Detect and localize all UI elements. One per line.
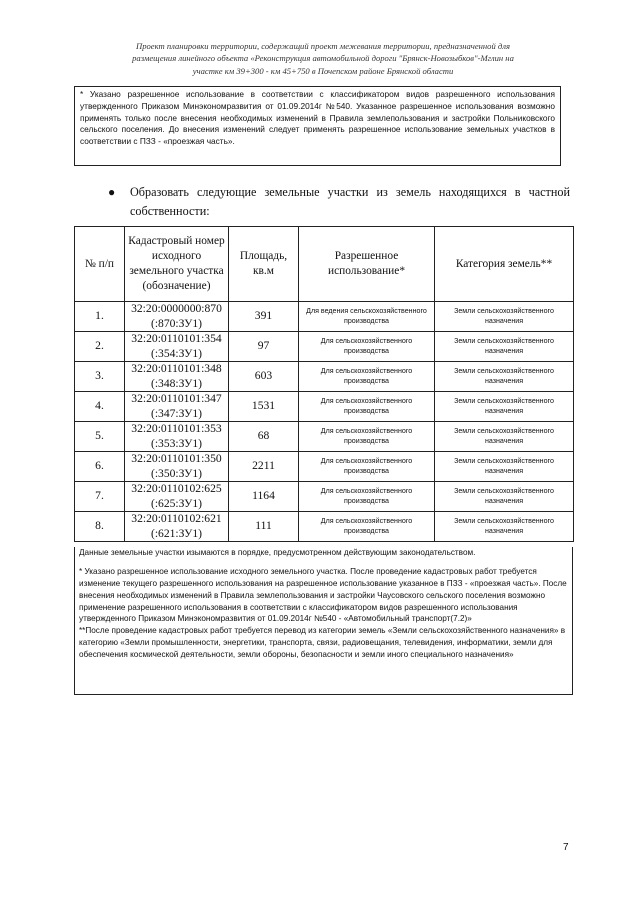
area-value: 97: [229, 332, 299, 362]
header-land-category: Категория земель**: [435, 227, 574, 302]
cadastral-id: 32:20:0110102:625: [131, 482, 222, 496]
cadastral-number: [125, 392, 229, 422]
cadastral-number: [125, 512, 229, 542]
row-number: 2.: [75, 332, 125, 362]
footnotes-box: [74, 547, 573, 695]
row-number: 5.: [75, 422, 125, 452]
area-value: 603: [229, 362, 299, 392]
header-number: № п/п: [75, 227, 125, 302]
cadastral-designation: (:625:ЗУ1): [150, 496, 203, 510]
cadastral-id: 32:20:0110101:347: [131, 392, 222, 406]
cadastral-number: [125, 452, 229, 482]
footnote-star-2: **После проведение кадастровых работ требуется перевод из категории земель «Земли сельскохозяйственного назначения» в категорию «Земли промышленности, энергетики, транспорта, связи, радиовещания, телевидения, информатики, земли для обеспечения космической деятельности, земли обороны, безопасности и земли иного специального назначения»: [79, 626, 566, 660]
table-row: [75, 482, 574, 512]
area-value: 2211: [229, 452, 299, 482]
cadastral-id: 32:20:0110102:621: [131, 512, 222, 526]
footnote-star-1: * Указано разрешенное использование исходного земельного участка. После проведение кадастровых работ требуется изменение текущего разрешенного использования на разрешенное использование указанное в ПЗЗ - «проезжая часть». После внесения необходимых изменений в Правила землепользования и застройки Чаусовского сельского поселения возможно применение разрешенного использования в соответствии с классификатором видов разрешенного использования утвержденного Приказом Минэкономразвития от 01.09.2014г №540 - «Автомобильный транспорт(7.2)»: [79, 566, 567, 624]
table-row: [75, 392, 574, 422]
bullet-dot-icon: ●: [108, 185, 116, 199]
header-permitted-use: Разрешенное использование*: [299, 227, 435, 302]
header-line-3: участке км 39+300 - км 45+750 в Почепском районе Брянской области: [192, 65, 454, 76]
cadastral-designation: (:354:ЗУ1): [150, 346, 203, 360]
land-category: Земли сельскохозяйственного назначения: [435, 362, 574, 392]
table-row: [75, 512, 574, 542]
table-row: [75, 452, 574, 482]
cadastral-id: 32:20:0000000:870: [131, 302, 222, 316]
cadastral-designation: (:348:ЗУ1): [150, 376, 203, 390]
row-number: 3.: [75, 362, 125, 392]
area-value: 1531: [229, 392, 299, 422]
area-value: 111: [229, 512, 299, 542]
cadastral-number: [125, 422, 229, 452]
permitted-use: Для сельскохозяйственного производства: [299, 362, 435, 392]
land-category: Земли сельскохозяйственного назначения: [435, 452, 574, 482]
distribution-note: Данные земельные участки изымаются в порядке, предусмотренном действующим законодательством.: [79, 548, 476, 557]
cadastral-id: 32:20:0110101:348: [131, 362, 222, 376]
bullet-text: Образовать следующие земельные участки из земель находящихся в частной собственности:: [130, 185, 570, 218]
usage-note-box: * Указано разрешенное использование в соответствии с классификатором видов разрешенного использования утвержденного Приказом Минэкономразвития от 01.09.2014г №540. Указанное разрешенное использования возможно применять только после внесения необходимых изменений в Правила землепользования и застройки Польниковского сельского поселения. До внесения изменений следует применять разрешенное использование земельных участков в соответствии с ПЗЗ - «проезжая часть».: [74, 86, 561, 166]
land-category: Земли сельскохозяйственного назначения: [435, 422, 574, 452]
cadastral-number: [125, 482, 229, 512]
row-number: 6.: [75, 452, 125, 482]
row-number: 7.: [75, 482, 125, 512]
land-category: Земли сельскохозяйственного назначения: [435, 512, 574, 542]
area-value: 68: [229, 422, 299, 452]
permitted-use: Для сельскохозяйственного производства: [299, 452, 435, 482]
cadastral-id: 32:20:0110101:350: [131, 452, 222, 466]
header-area: Площадь, кв.м: [229, 227, 299, 302]
row-number: 4.: [75, 392, 125, 422]
row-number: 8.: [75, 512, 125, 542]
cadastral-id: 32:20:0110101:353: [131, 422, 222, 436]
table-row: [75, 332, 574, 362]
bullet-paragraph: [108, 183, 570, 221]
area-value: 1164: [229, 482, 299, 512]
cadastral-number: [125, 332, 229, 362]
land-plots-table: [74, 226, 574, 542]
header-cadastral-number: Кадастровый номер исходного земельного участка (обозначение): [125, 227, 229, 302]
cadastral-designation: (:347:ЗУ1): [150, 406, 203, 420]
table-header-row: [75, 227, 574, 302]
land-category: Земли сельскохозяйственного назначения: [435, 302, 574, 332]
table-row: [75, 422, 574, 452]
table-row: [75, 362, 574, 392]
cadastral-designation: (:353:ЗУ1): [150, 436, 203, 450]
permitted-use: Для сельскохозяйственного производства: [299, 482, 435, 512]
cadastral-designation: (:870:ЗУ1): [150, 316, 203, 330]
permitted-use: Для сельскохозяйственного производства: [299, 332, 435, 362]
permitted-use: Для ведения сельскохозяйственного производства: [299, 302, 435, 332]
header-line-1: Проект планировки территории, содержащий проект межевания территории, предназначенной для: [135, 41, 510, 51]
cadastral-number: [125, 362, 229, 392]
page-number: 7: [563, 842, 569, 853]
area-value: 391: [229, 302, 299, 332]
header-line-2: размещения линейного объекта «Реконструкция автомобильной дороги "Брянск-Новозыбков"-Мглин на: [132, 53, 514, 64]
land-category: Земли сельскохозяйственного назначения: [435, 332, 574, 362]
land-category: Земли сельскохозяйственного назначения: [435, 482, 574, 512]
cadastral-designation: (:621:ЗУ1): [150, 526, 203, 540]
land-category: Земли сельскохозяйственного назначения: [435, 392, 574, 422]
cadastral-id: 32:20:0110101:354: [131, 332, 222, 346]
permitted-use: Для сельскохозяйственного производства: [299, 512, 435, 542]
document-header: [58, 40, 588, 77]
table-row: [75, 302, 574, 332]
cadastral-designation: (:350:ЗУ1): [150, 466, 203, 480]
permitted-use: Для сельскохозяйственного производства: [299, 392, 435, 422]
permitted-use: Для сельскохозяйственного производства: [299, 422, 435, 452]
row-number: 1.: [75, 302, 125, 332]
cadastral-number: [125, 302, 229, 332]
